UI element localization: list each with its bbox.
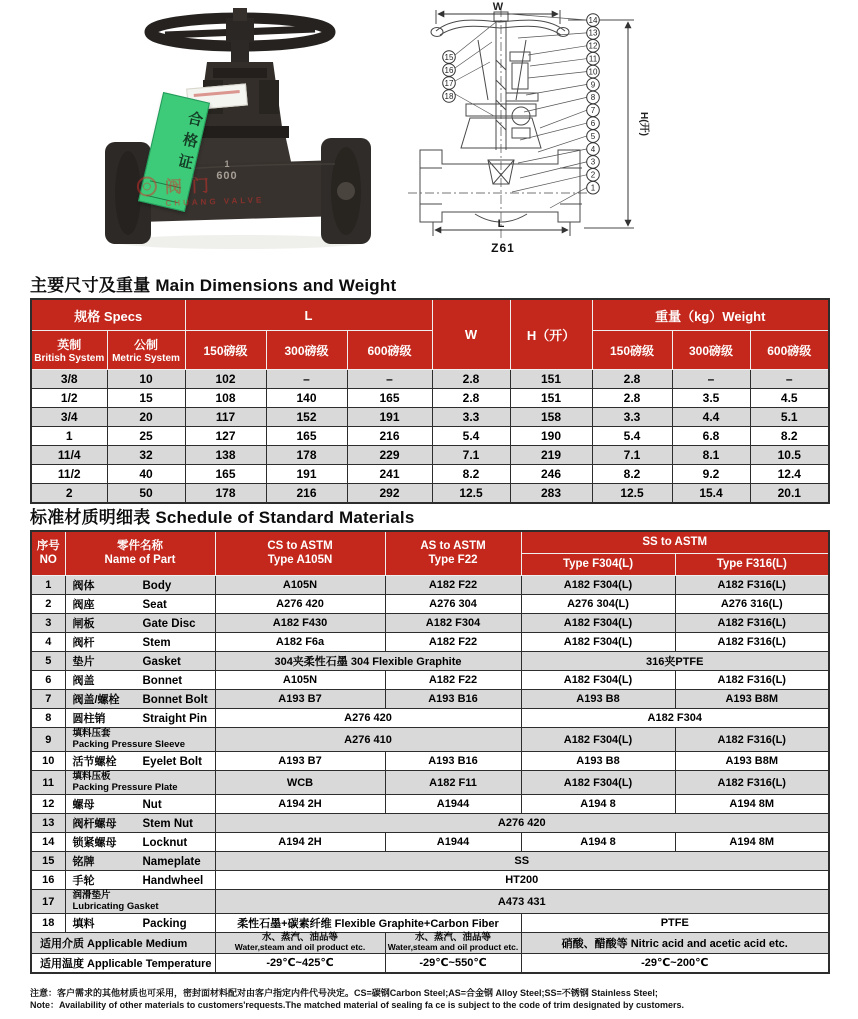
row-number-cell: 18 [31, 914, 65, 933]
header-no: 序号 NO [31, 531, 65, 576]
dimension-cell: 102 [185, 370, 266, 389]
part-name-cell: 填料压板 Packing Pressure Plate [65, 771, 215, 795]
material-cell: A182 F304 [521, 709, 829, 728]
dimension-cell: 2.8 [432, 370, 510, 389]
header-as: AS to ASTM Type F22 [385, 531, 521, 576]
note-cn: 注意：客户需求的其他材质也可采用，密封面材料配对由客户指定内件代号决定。CS=碳钢Carbon Steel;AS=合金钢 Alloy Steel;SS=不锈钢 Stainless Steel; [30, 988, 658, 998]
dimension-cell: – [266, 370, 347, 389]
leader-lines [455, 14, 587, 208]
dimension-cell: 108 [185, 389, 266, 408]
dimensions-row [31, 465, 829, 484]
dimension-cell: 10 [107, 370, 185, 389]
dimension-cell: 7.1 [592, 446, 672, 465]
material-cell: A182 F316(L) [675, 671, 829, 690]
materials-row [31, 852, 829, 871]
dimension-cell: 216 [347, 427, 432, 446]
material-cell: A193 B8 [521, 690, 675, 709]
part-name-cell: 手轮 Handwheel [65, 871, 215, 890]
materials-row [31, 595, 829, 614]
leader-line [510, 14, 587, 20]
dimension-cell: 20 [107, 408, 185, 427]
callout-number: 10 [588, 67, 598, 77]
callout-number: 4 [590, 144, 596, 154]
dimension-cell: 8.1 [672, 446, 750, 465]
materials-row [31, 890, 829, 914]
dimension-cell: 5.4 [432, 427, 510, 446]
figure-number: Z61 [491, 241, 515, 255]
leader-line [524, 97, 587, 112]
header-wt-150: 150磅级 [592, 331, 672, 370]
dimension-cell: 2 [31, 484, 107, 504]
material-cell: A182 F430 [215, 614, 385, 633]
material-cell: A182 F304(L) [521, 728, 675, 752]
leader-line [518, 149, 587, 163]
part-name-cell: 阀体 Body [65, 576, 215, 595]
part-name-cell: 锁紧螺母 Locknut [65, 833, 215, 852]
dimension-cell: 151 [510, 389, 592, 408]
material-cell: A193 B16 [385, 752, 521, 771]
row-number-cell: 13 [31, 814, 65, 833]
footnotes [30, 987, 835, 1011]
dimension-cell: 8.2 [592, 465, 672, 484]
dimension-cell: 140 [266, 389, 347, 408]
dimension-cell: 3/8 [31, 370, 107, 389]
dimension-cell: 10.5 [750, 446, 829, 465]
callout-number: 15 [444, 52, 454, 62]
materials-row [31, 871, 829, 890]
dimension-cell: 158 [510, 408, 592, 427]
dimension-cell: 165 [266, 427, 347, 446]
header-cs: CS to ASTM Type A105N [215, 531, 385, 576]
materials-row [31, 728, 829, 752]
dimension-cell: 165 [347, 389, 432, 408]
dimension-cell: 191 [347, 408, 432, 427]
materials-row [31, 771, 829, 795]
material-cell: PTFE [521, 914, 829, 933]
part-name-cell: 阀盖 Bonnet [65, 671, 215, 690]
material-cell: A276 304 [385, 595, 521, 614]
row-number-cell: 3 [31, 614, 65, 633]
dimensions-table-title: 主要尺寸及重量 Main Dimensions and Weight [30, 276, 397, 295]
part-name-cell: 螺母 Nut [65, 795, 215, 814]
callout-number: 12 [588, 41, 598, 51]
dimension-cell: 152 [266, 408, 347, 427]
material-cell: A276 420 [215, 814, 829, 833]
dimension-cell: 15 [107, 389, 185, 408]
dimensions-row [31, 370, 829, 389]
part-name-cell: 阀杆 Stem [65, 633, 215, 652]
material-cell: A194 2H [215, 795, 385, 814]
dimension-cell: 25 [107, 427, 185, 446]
materials-row [31, 671, 829, 690]
row-number-cell: 12 [31, 795, 65, 814]
material-cell: A194 8 [521, 795, 675, 814]
material-cell: A194 8M [675, 795, 829, 814]
material-cell: A105N [215, 671, 385, 690]
dimension-cell: 11/2 [31, 465, 107, 484]
materials-row [31, 795, 829, 814]
header-h: H（开） [510, 299, 592, 370]
callout-number: 5 [590, 131, 596, 141]
materials-row [31, 914, 829, 933]
material-cell: A276 304(L) [521, 595, 675, 614]
row-label-cell: 适用温度 Applicable Temperature [31, 953, 215, 973]
dimension-cell: 8.2 [750, 427, 829, 446]
dimensions-row [31, 408, 829, 427]
part-name-cell: 阀盖/螺栓 Bonnet Bolt [65, 690, 215, 709]
dimension-cell: 12.4 [750, 465, 829, 484]
valve-photo-illustration [95, 2, 385, 254]
callout-number: 3 [590, 157, 596, 167]
dimension-cell: 1/2 [31, 389, 107, 408]
row-number-cell: 15 [31, 852, 65, 871]
dimension-cell: 2.8 [432, 389, 510, 408]
watermark-cn: 阀门 [164, 175, 220, 197]
dimension-cell: 4.5 [750, 389, 829, 408]
callout-number: 2 [590, 170, 596, 180]
technical-diagram [400, 0, 662, 260]
material-cell: A182 F22 [385, 671, 521, 690]
header-wt-300: 300磅级 [672, 331, 750, 370]
header-l-150: 150磅级 [185, 331, 266, 370]
header-british: 英制 British System [31, 331, 107, 370]
header-wt-600: 600磅级 [750, 331, 829, 370]
header-ss: SS to ASTM [521, 531, 829, 554]
dimension-cell: 138 [185, 446, 266, 465]
material-cell: A182 F316(L) [675, 728, 829, 752]
dimension-cell: 127 [185, 427, 266, 446]
valve-diagram-svg [400, 0, 662, 260]
dimension-cell: 178 [185, 484, 266, 504]
header-l-300: 300磅级 [266, 331, 347, 370]
material-cell: A182 F11 [385, 771, 521, 795]
dimension-cell: 6.8 [672, 427, 750, 446]
dimension-cell: 241 [347, 465, 432, 484]
dimension-cell: 178 [266, 446, 347, 465]
dimension-cell: – [347, 370, 432, 389]
applicable-medium-row [31, 933, 829, 954]
materials-table-body [31, 576, 829, 973]
material-cell: A182 F22 [385, 576, 521, 595]
material-cell: HT200 [215, 871, 829, 890]
part-name-cell: 铭牌 Nameplate [65, 852, 215, 871]
height-dimension-label: H(开) [638, 112, 649, 136]
material-cell: A182 F22 [385, 633, 521, 652]
dimension-cell: 219 [510, 446, 592, 465]
part-name-cell: 圆柱销 Straight Pin [65, 709, 215, 728]
callout-number: 11 [588, 54, 598, 64]
part-name-cell: 填料压套 Packing Pressure Sleeve [65, 728, 215, 752]
header-part-name: 零件名称 Name of Part [65, 531, 215, 576]
material-cell: -29℃~200℃ [521, 953, 829, 973]
material-cell: A193 B7 [215, 690, 385, 709]
material-cell: -29℃~425℃ [215, 953, 385, 973]
header-specs: 规格 Specs [31, 299, 185, 331]
leader-line [526, 85, 587, 96]
material-cell: A193 B16 [385, 690, 521, 709]
material-cell: A276 420 [215, 595, 385, 614]
material-cell: A182 F304 [385, 614, 521, 633]
dimension-cell: 2.8 [592, 370, 672, 389]
materials-row [31, 614, 829, 633]
material-cell: A182 F316(L) [675, 633, 829, 652]
material-cell: A182 F316(L) [675, 614, 829, 633]
dimensions-row [31, 446, 829, 465]
material-cell: 柔性石墨+碳素纤维 Flexible Graphite+Carbon Fiber [215, 914, 521, 933]
dimension-cell: 190 [510, 427, 592, 446]
dimension-cell: 20.1 [750, 484, 829, 504]
callout-number: 16 [444, 65, 454, 75]
material-cell: WCB [215, 771, 385, 795]
dimension-cell: 3.3 [592, 408, 672, 427]
header-l-group: L [185, 299, 432, 331]
callout-number: 6 [590, 119, 596, 128]
dimension-cell: 165 [185, 465, 266, 484]
dimension-cell: 3.5 [672, 389, 750, 408]
material-cell: 水、蒸汽、油品等 Water,steam and oil product etc. [215, 933, 385, 954]
dimension-cell: 151 [510, 370, 592, 389]
dimension-cell: 229 [347, 446, 432, 465]
dimension-cell: 40 [107, 465, 185, 484]
leader-line [528, 72, 587, 78]
brand-logo-icon [137, 176, 158, 197]
body-marking-class: 600 [216, 169, 238, 182]
callouts-left [443, 51, 456, 103]
dimension-cell: 5.1 [750, 408, 829, 427]
material-cell: A193 B8M [675, 752, 829, 771]
material-cell: SS [215, 852, 829, 871]
dimension-cell: 117 [185, 408, 266, 427]
row-number-cell: 14 [31, 833, 65, 852]
callout-number: 7 [590, 106, 596, 116]
dimension-cell: 11/4 [31, 446, 107, 465]
callout-number: 13 [588, 28, 598, 38]
row-number-cell: 1 [31, 576, 65, 595]
dimensions-row [31, 484, 829, 504]
material-cell: A193 B8 [521, 752, 675, 771]
part-name-cell: 活节螺栓 Eyelet Bolt [65, 752, 215, 771]
material-cell: A182 F316(L) [675, 576, 829, 595]
product-photo [95, 2, 385, 254]
part-name-cell: 阀座 Seat [65, 595, 215, 614]
header-metric: 公制 Metric System [107, 331, 185, 370]
callout-number: 17 [444, 78, 454, 88]
applicable-temperature-row [31, 953, 829, 973]
materials-row [31, 833, 829, 852]
row-number-cell: 11 [31, 771, 65, 795]
leader-line [528, 46, 587, 55]
leader-line [530, 59, 587, 66]
callout-number: 8 [590, 93, 596, 103]
materials-row [31, 652, 829, 671]
material-cell: A182 F304(L) [521, 771, 675, 795]
callout-number: 9 [590, 80, 596, 90]
callout-number: 14 [588, 15, 598, 25]
watermark-en: CHUANG VALVE [165, 195, 265, 208]
material-cell: 水、蒸汽、油品等 Water,steam and oil product etc. [385, 933, 521, 954]
material-cell: A194 8 [521, 833, 675, 852]
material-cell: A1944 [385, 795, 521, 814]
dimension-cell: 1 [31, 427, 107, 446]
materials-table [30, 530, 830, 974]
dimension-cell: 5.4 [592, 427, 672, 446]
row-number-cell: 16 [31, 871, 65, 890]
material-cell: A276 420 [215, 709, 521, 728]
dimension-cell: 3/4 [31, 408, 107, 427]
materials-table-title: 标准材质明细表 Schedule of Standard Materials [30, 508, 415, 527]
header-f316: Type F316(L) [675, 554, 829, 576]
material-cell: A473 431 [215, 890, 829, 914]
material-cell: A105N [215, 576, 385, 595]
part-name-cell: 填料 Packing [65, 914, 215, 933]
materials-row [31, 576, 829, 595]
row-number-cell: 2 [31, 595, 65, 614]
callout-number: 18 [444, 91, 454, 101]
dimensions-table [30, 298, 830, 504]
dimension-cell: 191 [266, 465, 347, 484]
material-cell: A182 F304(L) [521, 633, 675, 652]
part-name-cell: 阀杆螺母 Stem Nut [65, 814, 215, 833]
row-number-cell: 5 [31, 652, 65, 671]
header-l-600: 600磅级 [347, 331, 432, 370]
dimension-cell: 283 [510, 484, 592, 504]
row-label-cell: 适用介质 Applicable Medium [31, 933, 215, 954]
qc-tag-text: 合格证 [173, 109, 205, 178]
dimension-cell: 50 [107, 484, 185, 504]
width-dimension-label: W [492, 1, 504, 13]
dimension-cell: 9.2 [672, 465, 750, 484]
dimension-cell: 12.5 [592, 484, 672, 504]
material-cell: A193 B8M [675, 690, 829, 709]
materials-row [31, 690, 829, 709]
row-number-cell: 8 [31, 709, 65, 728]
materials-row [31, 814, 829, 833]
material-cell: A182 F304(L) [521, 576, 675, 595]
material-cell: -29℃~550℃ [385, 953, 521, 973]
materials-row [31, 633, 829, 652]
material-cell: A182 F304(L) [521, 671, 675, 690]
material-cell: A182 F6a [215, 633, 385, 652]
leader-line [455, 94, 494, 116]
callout-number: 1 [590, 183, 596, 193]
header-w: W [432, 299, 510, 370]
materials-row [31, 709, 829, 728]
dimension-cell: – [750, 370, 829, 389]
dimension-cell: 8.2 [432, 465, 510, 484]
dimension-cell: 15.4 [672, 484, 750, 504]
row-number-cell: 17 [31, 890, 65, 914]
material-cell: 硝酸、醋酸等 Nitric acid and acetic acid etc. [521, 933, 829, 954]
material-cell: A182 F304(L) [521, 614, 675, 633]
row-number-cell: 9 [31, 728, 65, 752]
dimensions-table-body [31, 370, 829, 504]
material-cell: A182 F316(L) [675, 771, 829, 795]
material-cell: A276 316(L) [675, 595, 829, 614]
header-f304: Type F304(L) [521, 554, 675, 576]
material-cell: A276 410 [215, 728, 521, 752]
row-number-cell: 7 [31, 690, 65, 709]
dimensions-row [31, 427, 829, 446]
dimension-cell: 7.1 [432, 446, 510, 465]
row-number-cell: 10 [31, 752, 65, 771]
material-cell: A1944 [385, 833, 521, 852]
dimensions-row [31, 389, 829, 408]
dimension-cell: 12.5 [432, 484, 510, 504]
leader-line [518, 33, 587, 38]
material-cell: A193 B7 [215, 752, 385, 771]
material-cell: 316夹PTFE [521, 652, 829, 671]
dimension-cell: – [672, 370, 750, 389]
callouts-right [587, 14, 600, 194]
dimension-cell: 2.8 [592, 389, 672, 408]
materials-row [31, 752, 829, 771]
leader-line [540, 110, 587, 128]
body-marking-size: 1 [224, 159, 230, 169]
leader-line [550, 188, 587, 208]
dimension-cell: 4.4 [672, 408, 750, 427]
dimension-cell: 246 [510, 465, 592, 484]
dimension-cell: 32 [107, 446, 185, 465]
material-cell: A194 2H [215, 833, 385, 852]
part-name-cell: 润滑垫片 Lubricating Gasket [65, 890, 215, 914]
dimension-cell: 216 [266, 484, 347, 504]
material-cell: A194 8M [675, 833, 829, 852]
dimension-cell: 3.3 [432, 408, 510, 427]
dimension-cell: 292 [347, 484, 432, 504]
length-dimension-label: L [497, 218, 505, 230]
part-name-cell: 闸板 Gate Disc [65, 614, 215, 633]
header-weight-group: 重量（kg）Weight [592, 299, 829, 331]
row-number-cell: 4 [31, 633, 65, 652]
part-name-cell: 垫片 Gasket [65, 652, 215, 671]
row-number-cell: 6 [31, 671, 65, 690]
note-en: Note：Availability of other materials to customers'requests.The matched material of sealing fa ce is subject to the code of trim designated by customers. [30, 1000, 684, 1011]
material-cell: 304夹柔性石墨 304 Flexible Graphite [215, 652, 521, 671]
